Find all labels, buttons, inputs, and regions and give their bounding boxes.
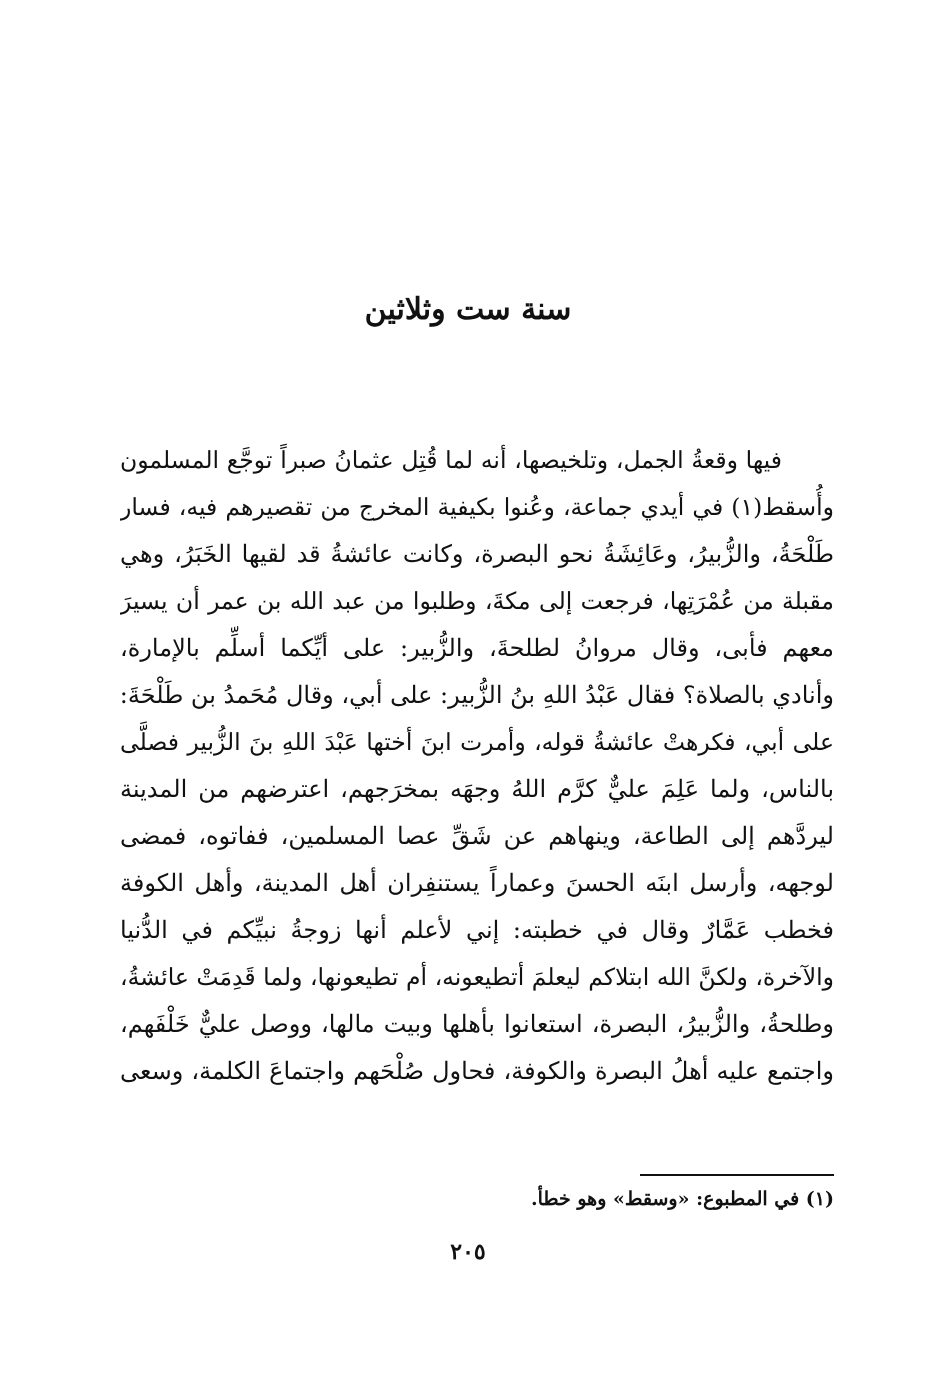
- text-line: على أبي، فكرهتْ عائشةُ قوله، وأمرت ابنَ أختها عَبْدَ اللهِ بنَ الزُّبير فصلَّى: [120, 728, 834, 756]
- text-line: مقبلة من عُمْرَتِها، فرجعت إلى مكةَ، وطلبوا من عبد الله بن عمر أن يسيرَ: [120, 587, 834, 615]
- text-line: واجتمع عليه أهلُ البصرة والكوفة، فحاول صُلْحَهم واجتماعَ الكلمة، وسعى: [120, 1057, 834, 1085]
- text-line: فيها وقعةُ الجمل، وتلخيصها، أنه لما قُتِل عثمانُ صبراً توجَّع المسلمون: [120, 446, 782, 474]
- footnote: (١) في المطبوع: «وسقط» وهو خطأ.: [531, 1188, 834, 1210]
- text-line: وطلحةُ، والزُّبيرُ، البصرة، استعانوا بأهلها وبيت مالها، ووصل عليٌّ خَلْفَهم،: [120, 1010, 834, 1038]
- chapter-title: سنة ست وثلاثين: [364, 292, 572, 327]
- text-line: بالناس، ولما عَلِمَ عليٌّ كرَّم اللهُ وجهَه بمخرَجهم، اعترضهم من المدينة: [120, 775, 834, 803]
- text-line: طَلْحَةُ، والزُّبيرُ، وعَائِشَةُ نحو البصرة، وكانت عائشةُ قد لقيها الخَبَرُ، وهي: [120, 540, 834, 568]
- text-line: معهم فأبى، وقال مروانُ لطلحةَ، والزُّبير: على أيِّكما أسلِّم بالإمارة،: [120, 634, 834, 662]
- text-line: وأُسقط(١) في أيدي جماعة، وعُنوا بكيفية المخرج من تقصيرهم فيه، فسار: [120, 493, 834, 521]
- footnote-divider: [640, 1174, 834, 1176]
- text-line: فخطب عَمَّارٌ وقال في خطبته: إني لأعلم أنها زوجةُ نبيِّكم في الدُّنيا: [120, 916, 834, 944]
- text-line: ليردَّهم إلى الطاعة، وينهاهم عن شَقِّ عصا المسلمين، ففاتوه، فمضى: [120, 822, 834, 850]
- text-line: والآخرة، ولكنَّ الله ابتلاكم ليعلمَ أتطيعونه، أم تطيعونها، ولما قَدِمَتْ عائشةُ،: [120, 963, 834, 991]
- text-line: لوجهه، وأرسل ابنَه الحسنَ وعماراً يستنفِران أهل المدينة، وأهل الكوفة: [120, 869, 834, 897]
- text-line: وأنادي بالصلاة؟ فقال عَبْدُ اللهِ بنُ الزُّبير: على أبي، وقال مُحَمدُ بن طَلْحَةَ:: [120, 681, 834, 709]
- page-number: ٢٠٥: [450, 1239, 486, 1265]
- body-text: [120, 437, 834, 1095]
